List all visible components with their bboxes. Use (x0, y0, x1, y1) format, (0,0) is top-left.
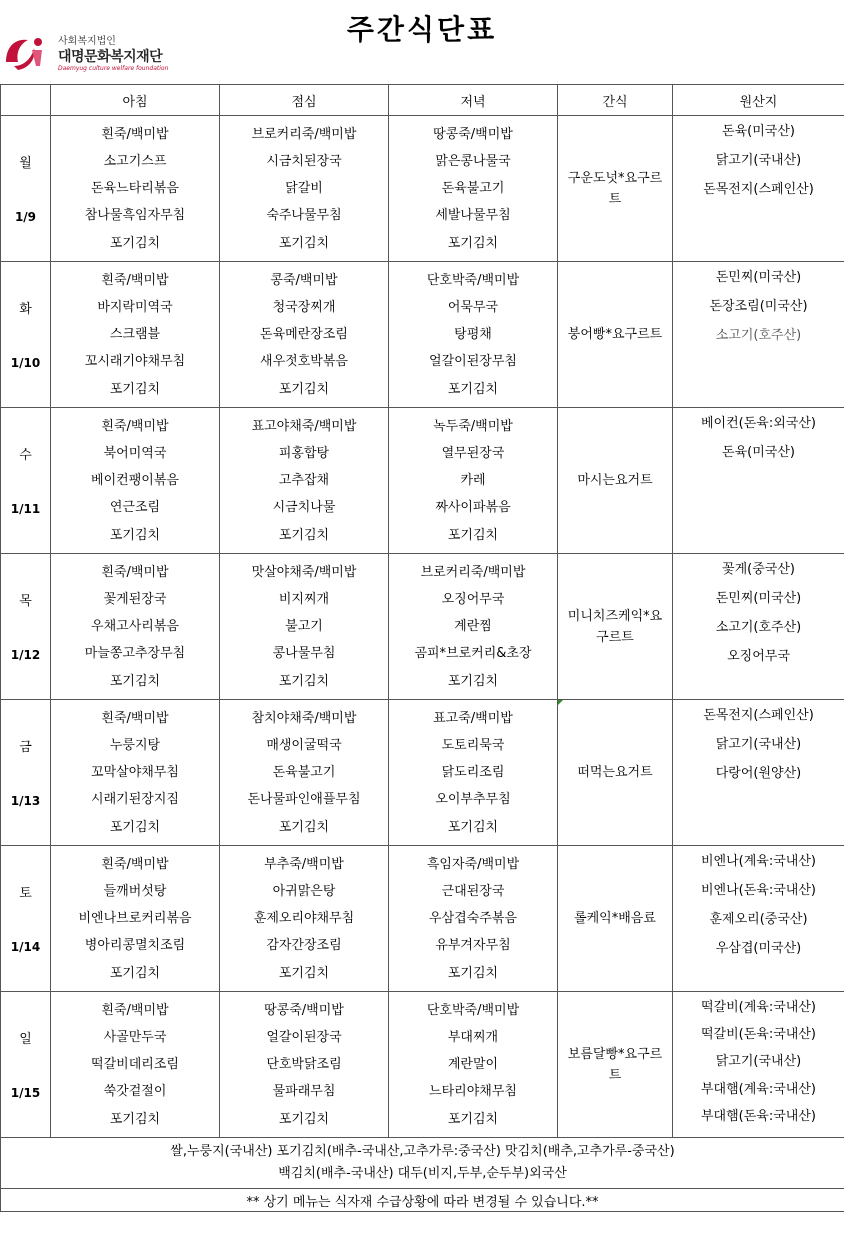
dinner-item: 느타리야채무침 (429, 1084, 517, 1100)
day-row (1, 262, 844, 408)
dinner-item: 도토리묵국 (441, 737, 505, 753)
dinner-item: 포기김치 (447, 235, 499, 251)
breakfast-cell (51, 554, 220, 700)
lunch-cell (220, 700, 389, 846)
page-title: 주간식단표 (346, 13, 498, 46)
lunch-item: 시금치된장국 (266, 153, 342, 169)
dinner-item: 포기김치 (447, 965, 499, 981)
breakfast-item: 들깨버섯탕 (103, 883, 167, 899)
dinner-item: 얼갈이된장무침 (429, 354, 517, 370)
dinner-item: 부대찌개 (447, 1029, 499, 1045)
breakfast-item: 포기김치 (109, 1111, 161, 1127)
origin-cell (673, 554, 844, 700)
lunch-item: 아귀맑은탕 (272, 883, 336, 899)
snack-cell (558, 116, 673, 262)
dinner-item: 포기김치 (447, 527, 499, 543)
breakfast-item: 돈육느타리볶음 (91, 181, 179, 196)
breakfast-item: 흰죽/백미밥 (101, 856, 169, 872)
dinner-cell (389, 846, 558, 992)
breakfast-item: 우채고사리볶음 (91, 619, 179, 634)
dinner-item: 열무된장국 (441, 445, 505, 461)
snack-item: 붕어빵*요구르트 (567, 327, 663, 342)
column-header-origin: 원산지 (673, 85, 844, 116)
dinner-cell (389, 700, 558, 846)
dinner-cell (389, 262, 558, 408)
dinner-cell (389, 554, 558, 700)
lunch-item: 포기김치 (278, 819, 330, 835)
origin-item: 소고기(호주산) (715, 328, 802, 343)
breakfast-item: 참나물흑임자무침 (84, 208, 186, 224)
snack-item: 롤케익*배음료 (574, 911, 656, 926)
day-name: 일 (19, 1032, 32, 1047)
column-header-dinner: 저녁 (389, 85, 558, 116)
day-cell (1, 262, 51, 408)
origin-item: 꽃게(중국산) (722, 562, 795, 577)
day-date: 1/12 (10, 648, 41, 662)
origin-footer (1, 1138, 844, 1189)
dinner-item: 돈육불고기 (441, 181, 505, 196)
origin-item: 돈목전지(스페인산) (703, 708, 814, 723)
lunch-item: 브로커리죽/백미밥 (251, 126, 357, 142)
breakfast-item: 흰죽/백미밥 (101, 272, 169, 288)
breakfast-item: 포기김치 (109, 819, 161, 835)
day-row (1, 846, 844, 992)
breakfast-item: 포기김치 (109, 235, 161, 251)
breakfast-item: 사골만두국 (103, 1029, 167, 1045)
breakfast-item: 꼬막살야채무침 (91, 765, 179, 780)
breakfast-item: 소고기스프 (103, 153, 167, 169)
origin-item: 돈목전지(스페인산) (703, 182, 814, 197)
origin-item: 베이컨(돈육:외국산) (701, 416, 816, 431)
lunch-cell (220, 554, 389, 700)
dinner-item: 닭도리조림 (441, 765, 505, 780)
dinner-item: 계란말이 (447, 1057, 499, 1072)
breakfast-item: 베이컨팽이볶음 (91, 473, 179, 488)
breakfast-item: 누룽지탕 (109, 737, 161, 753)
comment-marker-icon (558, 700, 563, 705)
lunch-item: 청국장찌개 (272, 299, 336, 315)
lunch-cell (220, 116, 389, 262)
breakfast-item: 꽃게된장국 (103, 591, 167, 607)
breakfast-item: 흰죽/백미밥 (101, 710, 169, 726)
lunch-item: 표고야채죽/백미밥 (251, 418, 357, 434)
lunch-cell (220, 992, 389, 1138)
day-date: 1/14 (10, 940, 41, 954)
column-header-lunch: 점심 (220, 85, 389, 116)
breakfast-item: 꼬시래기야채무침 (84, 354, 186, 370)
dinner-item: 단호박죽/백미밥 (426, 272, 520, 288)
lunch-item: 포기김치 (278, 965, 330, 981)
dinner-item: 오이부추무침 (435, 792, 511, 808)
dinner-cell (389, 116, 558, 262)
dinner-item: 흑임자죽/백미밥 (426, 856, 520, 872)
lunch-item: 포기김치 (278, 381, 330, 397)
origin-item: 부대햄(계육:국내산) (701, 1081, 816, 1097)
breakfast-item: 마늘쫑고추장무침 (84, 646, 186, 662)
menu-body (1, 116, 844, 1138)
lunch-item: 참치야채죽/백미밥 (251, 710, 357, 726)
dinner-item: 어묵무국 (447, 299, 499, 315)
lunch-item: 비지찌개 (278, 591, 330, 607)
dinner-item: 계란찜 (454, 619, 492, 634)
dinner-item: 포기김치 (447, 381, 499, 397)
dinner-item: 탕평채 (454, 327, 492, 342)
day-cell (1, 408, 51, 554)
dinner-item: 오징어무국 (441, 591, 505, 607)
lunch-item: 매생이굴떡국 (266, 737, 342, 753)
dinner-item: 곰피*브로커리&초장 (414, 646, 532, 662)
origin-cell (673, 700, 844, 846)
lunch-item: 포기김치 (278, 527, 330, 543)
snack-item: 마시는요거트 (577, 473, 653, 488)
lunch-item: 훈제오리야채무침 (253, 911, 355, 926)
day-row (1, 408, 844, 554)
lunch-item: 단호박닭조림 (266, 1057, 342, 1072)
dinner-cell (389, 992, 558, 1138)
origin-item: 돈장조림(미국산) (709, 299, 808, 314)
breakfast-item: 흰죽/백미밥 (101, 418, 169, 434)
breakfast-item: 포기김치 (109, 381, 161, 397)
lunch-item: 돈나물파인애플무침 (247, 792, 361, 808)
origin-item: 닭고기(국내산) (715, 153, 802, 168)
dinner-item: 포기김치 (447, 1111, 499, 1127)
lunch-item: 물파래무침 (272, 1084, 336, 1100)
snack-item: 떠먹는요거트 (577, 765, 653, 780)
breakfast-cell (51, 846, 220, 992)
day-date: 1/11 (10, 502, 41, 516)
origin-cell (673, 408, 844, 554)
day-date: 1/10 (10, 356, 41, 370)
lunch-item: 콩죽/백미밥 (270, 272, 338, 288)
origin-item: 떡갈비(돈육:국내산) (701, 1027, 816, 1043)
lunch-item: 콩나물무침 (272, 646, 336, 662)
lunch-item: 새우젓호박볶음 (260, 354, 348, 370)
breakfast-item: 북어미역국 (103, 445, 167, 461)
breakfast-item: 포기김치 (109, 965, 161, 981)
breakfast-cell (51, 116, 220, 262)
day-row (1, 554, 844, 700)
origin-cell (673, 262, 844, 408)
origin-item: 비엔나(계육:국내산) (701, 854, 816, 869)
lunch-cell (220, 408, 389, 554)
day-date: 1/13 (10, 794, 41, 808)
origin-footer-line-1: 쌀,누룽지(국내산) 포기김치(배추-국내산,고추가루:중국산) 맛김치(배추,고추가루-중국산) (170, 1144, 675, 1159)
logo-english: Daemyug culture welfare foundation (58, 65, 169, 72)
dinner-cell (389, 408, 558, 554)
breakfast-item: 쑥갓겉절이 (103, 1084, 167, 1100)
origin-item: 훈제오리(중국산) (709, 912, 808, 927)
lunch-item: 포기김치 (278, 235, 330, 251)
lunch-item: 닭갈비 (285, 181, 323, 196)
origin-item: 비엔나(돈육:국내산) (701, 883, 816, 898)
breakfast-item: 떡갈비데리조림 (91, 1057, 179, 1072)
lunch-item: 피홍합탕 (278, 445, 330, 461)
lunch-item: 땅콩죽/백미밥 (264, 1002, 344, 1018)
origin-footer-row (1, 1138, 844, 1189)
breakfast-cell (51, 262, 220, 408)
breakfast-cell (51, 992, 220, 1138)
breakfast-item: 연근조림 (109, 500, 161, 516)
day-name: 수 (19, 448, 32, 463)
snack-item: 구운도넛*요구르트 (567, 170, 663, 207)
lunch-cell (220, 262, 389, 408)
day-name: 화 (19, 302, 32, 317)
breakfast-item: 포기김치 (109, 527, 161, 543)
origin-item: 닭고기(국내산) (715, 737, 802, 752)
column-header-day (1, 85, 51, 116)
dinner-item: 카레 (460, 473, 486, 488)
table-header-row (1, 85, 844, 116)
origin-item: 닭고기(국내산) (715, 1054, 802, 1070)
breakfast-item: 흰죽/백미밥 (101, 126, 169, 142)
lunch-item: 부추죽/백미밥 (264, 856, 344, 872)
snack-item: 보름달빵*요구르트 (567, 1046, 663, 1083)
origin-item: 다랑어(원양산) (715, 766, 802, 781)
breakfast-item: 비엔나브로커리볶음 (78, 911, 192, 926)
dinner-item: 세발나물무침 (435, 208, 511, 224)
lunch-item: 포기김치 (278, 1111, 330, 1127)
day-name: 금 (19, 740, 32, 755)
day-row (1, 992, 844, 1138)
day-cell (1, 846, 51, 992)
day-name: 토 (19, 886, 32, 901)
lunch-item: 불고기 (285, 619, 323, 634)
breakfast-item: 병아리콩멸치조림 (84, 938, 186, 954)
lunch-cell (220, 846, 389, 992)
lunch-item: 얼갈이된장국 (266, 1029, 342, 1045)
dinner-item: 녹두죽/백미밥 (433, 418, 513, 434)
breakfast-item: 시래기된장지짐 (91, 792, 179, 808)
lunch-item: 맛살야채죽/백미밥 (251, 564, 357, 580)
dinner-item: 포기김치 (447, 819, 499, 835)
snack-cell (558, 262, 673, 408)
origin-cell (673, 116, 844, 262)
column-header-snack: 간식 (558, 85, 673, 116)
day-cell (1, 992, 51, 1138)
breakfast-item: 바지락미역국 (97, 299, 173, 315)
origin-cell (673, 846, 844, 992)
origin-item: 소고기(호주산) (715, 620, 802, 635)
day-cell (1, 554, 51, 700)
origin-item: 돈육(미국산) (722, 124, 795, 139)
day-date: 1/9 (14, 210, 37, 224)
dinner-item: 근대된장국 (441, 883, 505, 899)
snack-cell (558, 700, 673, 846)
day-name: 목 (19, 594, 32, 609)
lunch-item: 포기김치 (278, 673, 330, 689)
day-row (1, 116, 844, 262)
dinner-item: 짜사이파볶음 (435, 500, 511, 516)
lunch-item: 감자간장조림 (266, 938, 342, 954)
breakfast-item: 흰죽/백미밥 (101, 564, 169, 580)
logo-name: 대명문화복지재단 (58, 49, 163, 65)
snack-item: 미니치즈케익*요구르트 (567, 608, 663, 645)
origin-footer-line-2: 백김치(배추-국내산) 대두(비지,두부,순두부)외국산 (278, 1166, 567, 1181)
snack-cell (558, 992, 673, 1138)
lunch-item: 시금치나물 (272, 500, 336, 516)
dinner-item: 맑은콩나물국 (435, 153, 511, 169)
dinner-item: 포기김치 (447, 673, 499, 689)
lunch-item: 고추잡채 (278, 473, 330, 488)
origin-item: 우삼겹(미국산) (715, 941, 802, 956)
page-header (0, 0, 844, 84)
breakfast-item: 흰죽/백미밥 (101, 1002, 169, 1018)
dinner-item: 브로커리죽/백미밥 (420, 564, 526, 580)
weekly-menu-table (0, 84, 844, 1212)
lunch-item: 돈육불고기 (272, 765, 336, 780)
origin-item: 오징어무국 (727, 649, 790, 664)
origin-item: 떡갈비(계육:국내산) (701, 1000, 816, 1015)
note-row (1, 1189, 844, 1212)
origin-item: 돈육(미국산) (722, 445, 795, 460)
origin-item: 부대햄(돈육:국내산) (701, 1108, 816, 1124)
origin-item: 돈민찌(미국산) (715, 591, 802, 606)
lunch-item: 돈육메란장조림 (260, 327, 348, 342)
snack-cell (558, 554, 673, 700)
day-row (1, 700, 844, 846)
dinner-item: 우삼겹숙주볶음 (429, 911, 517, 926)
origin-cell (673, 992, 844, 1138)
dinner-item: 유부겨자무침 (435, 938, 511, 954)
menu-change-note: ** 상기 메뉴는 식자재 수급상황에 따라 변경될 수 있습니다.** (1, 1189, 844, 1212)
day-date: 1/15 (10, 1086, 41, 1100)
dinner-item: 땅콩죽/백미밥 (433, 126, 513, 142)
breakfast-cell (51, 408, 220, 554)
dinner-item: 단호박죽/백미밥 (426, 1002, 520, 1018)
column-header-breakfast: 아침 (51, 85, 220, 116)
day-name: 월 (19, 156, 32, 171)
snack-cell (558, 846, 673, 992)
dinner-item: 표고죽/백미밥 (433, 710, 513, 726)
breakfast-item: 포기김치 (109, 673, 161, 689)
day-cell (1, 700, 51, 846)
origin-item: 돈민찌(미국산) (715, 270, 802, 285)
lunch-item: 숙주나물무침 (266, 208, 342, 224)
snack-cell (558, 408, 673, 554)
breakfast-item: 스크램블 (109, 327, 161, 342)
logo-subtitle: 사회복지법인 (58, 36, 116, 47)
breakfast-cell (51, 700, 220, 846)
day-cell (1, 116, 51, 262)
